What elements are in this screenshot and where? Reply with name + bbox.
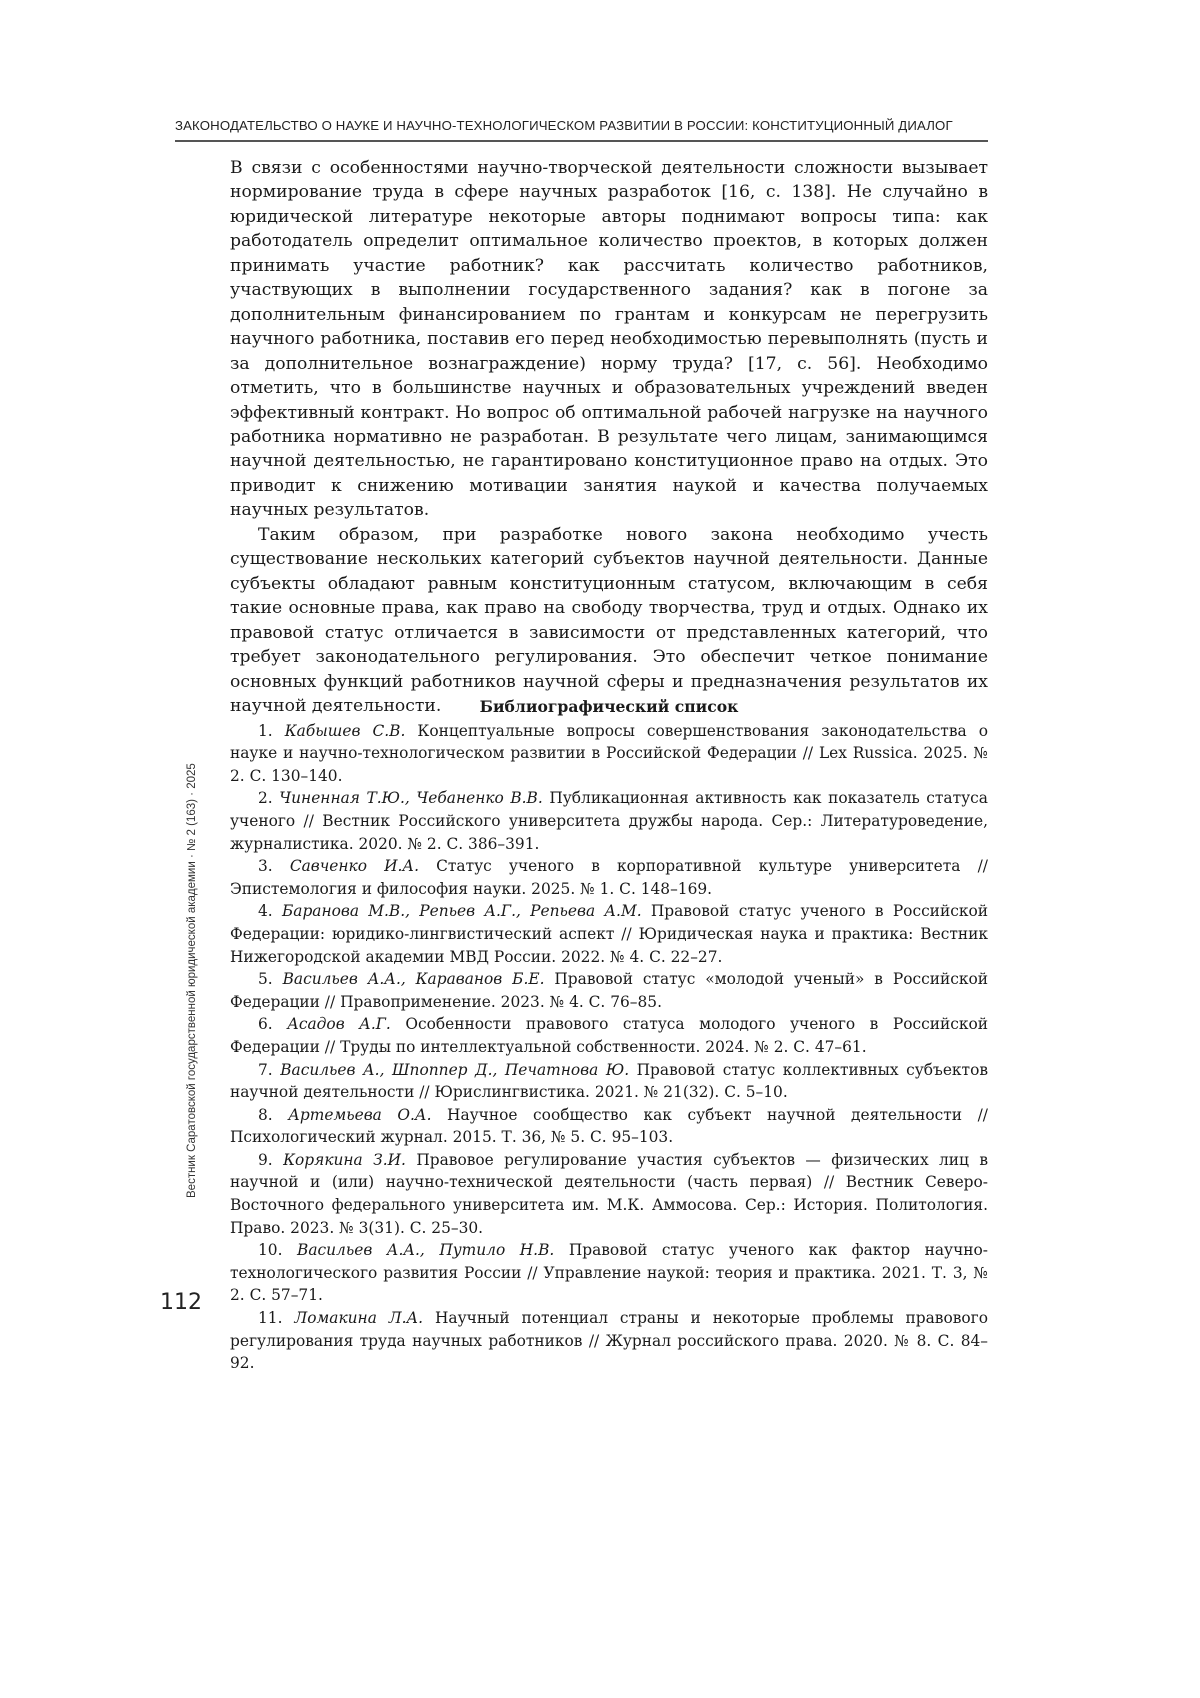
bibliography-item bbox=[230, 900, 988, 968]
paragraph: Таким образом, при разработке нового закона необходимо учесть существование нескольких категорий субъектов научной деятельности. Данные субъекты обладают равным конституционным статусом, включающим в себя такие основные права, как право на свободу творчества, труд и отдых. Однако их правовой статус отличается в зависимости от представленных категорий, что требует законодательного регулирования. Это обеспечит четкое понимание основных функций работников научной сферы и предназначения результатов их научной деятельности. bbox=[230, 524, 988, 716]
article-body bbox=[230, 156, 988, 718]
bibliography-item bbox=[230, 720, 988, 788]
paragraph: В связи с особенностями научно-творческой деятельности сложности вызывает нормирование труда в сфере научных разработок [16, с. 138]. Не случайно в юридической литературе некоторые авторы поднимают вопросы типа: как работодатель определит оптимальное количество проектов, в которых должен принимать участие работник? как рассчитать количество работников, участвующих в выполнении государственного задания? как в погоне за дополнительным финансированием по грантам и конкурсам не перегрузить научного работника, поставив его перед необходимостью перевыполнять (пусть и за дополнительное вознаграждение) норму труда? [17, с. 56]. Необходимо отметить, что в большинстве научных и образовательных учреждений введен эффективный контракт. Но вопрос об оптимальной рабочей нагрузке на научного работника нормативно не разработан. В результате чего лицам, занимающимся научной деятельностью, не гарантировано конституционное право на отдых. Это приводит к снижению мотивации занятия наукой и качества получаемых научных результатов. bbox=[230, 158, 988, 521]
bibliography-list bbox=[230, 720, 988, 1375]
item-authors: Васильев А.А., Караванов Б.Е. bbox=[282, 970, 545, 989]
item-authors: Чиненная Т.Ю., Чебаненко В.В. bbox=[279, 789, 543, 808]
item-authors: Корякина З.И. bbox=[283, 1150, 406, 1169]
item-number: 3. bbox=[258, 857, 273, 876]
item-authors: Васильев А.А., Путило Н.В. bbox=[297, 1241, 555, 1260]
item-authors: Кабышев С.В. bbox=[284, 721, 406, 740]
bibliography-item bbox=[230, 1059, 988, 1104]
item-text: Статус ученого в корпоративной культуре университета // Эпистемология и философия науки. 2025. № 1. С. 148–169. bbox=[230, 857, 988, 898]
item-text: Научный потенциал страны и некоторые проблемы правового регулирования труда научных работников // Журнал российского права. 2020. № 8. С. 84–92. bbox=[230, 1309, 988, 1373]
bibliography bbox=[230, 696, 988, 1375]
bibliography-item bbox=[230, 1149, 988, 1239]
item-number: 5. bbox=[258, 970, 273, 989]
item-number: 6. bbox=[258, 1015, 273, 1034]
item-number: 1. bbox=[258, 721, 273, 740]
item-authors: Баранова М.В., Репьев А.Г., Репьева А.М. bbox=[281, 902, 642, 921]
item-number: 8. bbox=[258, 1105, 273, 1124]
item-text: Правовой статус ученого в Российской Федерации: юридико-лингвистический аспект // Юридическая наука и практика: Вестник Нижегородской академии МВД России. 2022. № 4. С. 22–27. bbox=[230, 902, 988, 966]
item-authors: Артемьева О.А. bbox=[288, 1105, 432, 1124]
item-text: Особенности правового статуса молодого ученого в Российской Федерации // Труды по интеллектуальной собственности. 2024. № 2. С. 47–61. bbox=[230, 1015, 989, 1056]
item-number: 2. bbox=[258, 789, 273, 808]
bibliography-item bbox=[230, 787, 988, 855]
item-text: Правовой статус «молодой ученый» в Российской Федерации // Правоприменение. 2023. № 4. С. 76–85. bbox=[230, 970, 988, 1011]
item-authors: Ломакина Л.А. bbox=[294, 1309, 424, 1328]
item-text: Правовой статус ученого как фактор научно-технологического развития России // Управление наукой: теория и практика. 2021. Т. 3, № 2. С. 57–71. bbox=[230, 1241, 988, 1305]
item-authors: Савченко И.А. bbox=[289, 857, 419, 876]
item-number: 7. bbox=[258, 1060, 273, 1079]
bibliography-item bbox=[230, 1307, 988, 1375]
item-number: 11. bbox=[258, 1309, 283, 1328]
bibliography-title: Библиографический список bbox=[479, 697, 739, 716]
bibliography-item bbox=[230, 855, 988, 900]
item-text: Концептуальные вопросы совершенствования законодательства о науке и научно-технологическом развитии в Российской Федерации // Lex Russica. 2025. № 2. С. 130–140. bbox=[230, 721, 988, 785]
item-number: 10. bbox=[258, 1241, 283, 1260]
item-authors: Асадов А.Г. bbox=[287, 1015, 391, 1034]
item-text: Публикационная активность как показатель статуса ученого // Вестник Российского университета дружбы народа. Сер.: Литературоведение, журналистика. 2020. № 2. С. 386–391. bbox=[230, 789, 988, 853]
bibliography-item bbox=[230, 968, 988, 1013]
running-header: ЗАКОНОДАТЕЛЬСТВО О НАУКЕ И НАУЧНО-ТЕХНОЛОГИЧЕСКОМ РАЗВИТИИ В РОССИИ: КОНСТИТУЦИОННЫЙ ДИАЛОГ bbox=[175, 118, 953, 133]
item-number: 9. bbox=[258, 1150, 273, 1169]
page-number: 112 bbox=[160, 1290, 202, 1315]
item-text: Правовой статус коллективных субъектов научной деятельности // Юрислингвистика. 2021. № 21(32). С. 5–10. bbox=[230, 1060, 988, 1102]
item-number: 4. bbox=[258, 902, 273, 921]
journal-side-caption: Вестник Саратовской государственной юридической академии · № 2 (163) · 2025 bbox=[186, 763, 198, 1198]
bibliography-item bbox=[230, 1104, 988, 1149]
item-text: Правовое регулирование участия субъектов — физических лиц в научной и (или) научно-технической деятельности (часть первая) // Вестник Северо-Восточного федерального университета им. М.К. Аммосова. Сер.: История. Политология. Право. 2023. № 3(31). С. 25–30. bbox=[230, 1150, 988, 1237]
bibliography-item bbox=[230, 1239, 988, 1307]
bibliography-item bbox=[230, 1013, 988, 1058]
item-authors: Васильев А., Шпоппер Д., Печатнова Ю. bbox=[280, 1060, 630, 1079]
item-text: Научное сообщество как субъект научной деятельности // Психологический журнал. 2015. Т. 36, № 5. С. 95–103. bbox=[230, 1105, 988, 1147]
header-rule bbox=[175, 140, 988, 142]
